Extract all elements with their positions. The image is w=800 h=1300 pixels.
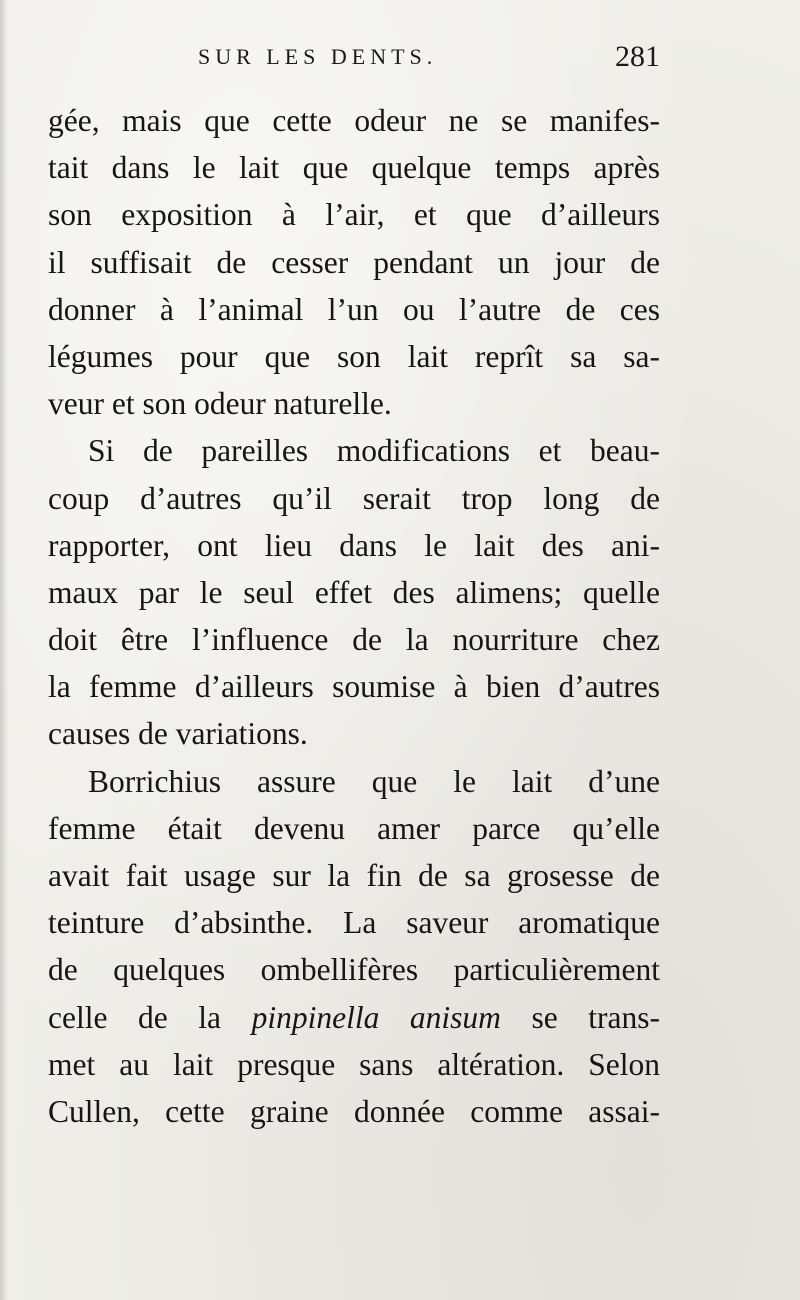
text-line: femme était devenu amer parce qu’elle [48, 810, 660, 846]
text-line: rapporter, ont lieu dans le lait des ani- [48, 527, 660, 563]
running-title: SUR LES DENTS. [198, 44, 438, 69]
text-line: la femme d’ailleurs soumise à bien d’autres [48, 669, 660, 705]
text-line: coup d’autres qu’il serait trop long de [48, 480, 660, 516]
page-number: 281 [615, 40, 660, 73]
text-line: avait fait usage sur la fin de sa grosesse de [48, 858, 660, 893]
text-line: celle de la pinpinella anisum se trans- [48, 999, 660, 1035]
text-line: Cullen, cette graine donnée comme assai- [48, 1093, 660, 1129]
body-text [48, 97, 660, 1135]
text-line: donner à l’animal l’un ou l’autre de ces [48, 291, 660, 327]
paragraph-first-line: Si de pareilles modifications et beau- [88, 433, 660, 469]
text-line: gée, mais que cette odeur ne se manifes- [48, 103, 660, 138]
text-line: tait dans le lait que quelque temps après [48, 150, 660, 186]
running-head [48, 40, 660, 80]
text-line: légumes pour que son lait reprît sa sa- [48, 338, 660, 374]
italic-term: pinpinella anisum [251, 999, 501, 1035]
text-line: il suffisait de cesser pendant un jour de [48, 244, 660, 280]
text-line: maux par le seul effet des alimens; quelle [48, 574, 660, 610]
text-line: met au lait presque sans altération. Selon [48, 1046, 660, 1082]
text-line: causes de variations. [48, 716, 308, 752]
text-line: son exposition à l’air, et que d’ailleurs [48, 197, 660, 233]
text-line: veur et son odeur naturelle. [48, 386, 392, 422]
text-line: teinture d’absinthe. La saveur aromatique [48, 905, 660, 941]
page-edge-shadow [0, 0, 8, 1300]
text-line: de quelques ombellifères particulièrement [48, 952, 660, 988]
paragraph-first-line: Borrichius assure que le lait d’une [88, 763, 660, 799]
text-line: doit être l’influence de la nourriture chez [48, 622, 660, 658]
